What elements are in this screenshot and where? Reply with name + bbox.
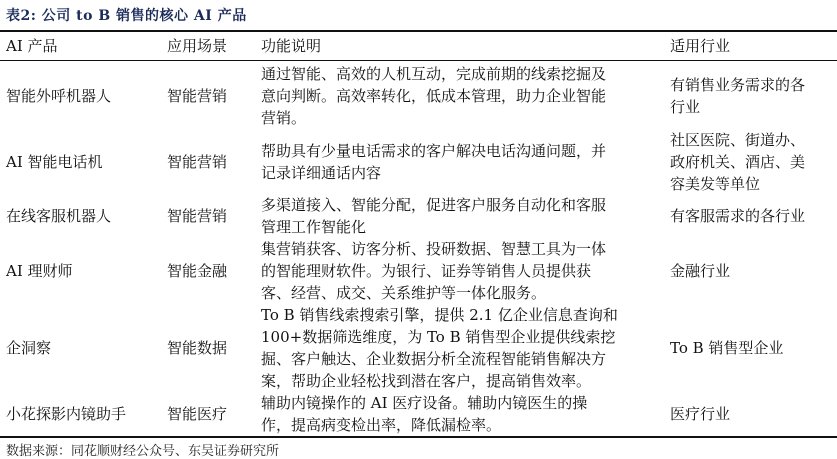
header-scene: 应用场景 xyxy=(167,37,228,55)
table-title: 表2: 公司 to B 销售的核心 AI 产品 xyxy=(6,8,247,24)
cell-scene: 智能数据 xyxy=(167,339,228,357)
cell-scene: 智能医疗 xyxy=(167,405,228,423)
table-row xyxy=(0,392,837,436)
table-header-rule xyxy=(0,60,837,61)
header-industry: 适用行业 xyxy=(670,37,731,55)
cell-description: 多渠道接入、智能分配，促进客户服务自动化和客服 管理工作智能化 xyxy=(261,195,607,236)
header-product: AI 产品 xyxy=(6,37,58,55)
cell-scene: 智能营销 xyxy=(167,87,228,105)
cell-product: 小花探影内镜助手 xyxy=(6,405,127,423)
table-row xyxy=(0,62,837,130)
cell-scene: 智能营销 xyxy=(167,152,228,171)
table-row xyxy=(0,238,837,304)
cell-description: 帮助具有少量电话需求的客户解决电话沟通问题，并 记录详细通话内容 xyxy=(261,141,607,182)
cell-product: 在线客服机器人 xyxy=(6,206,112,225)
cell-description: 通过智能、高效的人机互动，完成前期的线索挖掘及 意向判断。高效率转化，低成本管理，助力企业智能 营销。 xyxy=(261,65,607,127)
cell-industry: 医疗行业 xyxy=(670,405,731,423)
cell-industry: 有销售业务需求的各 行业 xyxy=(670,76,806,116)
table-bottom-rule xyxy=(0,436,837,438)
cell-product: 智能外呼机器人 xyxy=(6,87,112,105)
cell-product: AI 智能电话机 xyxy=(6,152,103,171)
cell-industry: 金融行业 xyxy=(670,262,731,280)
table-header-row xyxy=(0,32,837,60)
cell-scene: 智能营销 xyxy=(167,206,228,225)
cell-industry: 社区医院、街道办、 政府机关、酒店、美 容美发等单位 xyxy=(670,130,806,193)
cell-description: 辅助内镜操作的 AI 医疗设备。辅助内镜医生的操 作，提高病变检出率，降低漏检率。 xyxy=(261,394,588,434)
cell-industry: To B 销售型企业 xyxy=(670,339,784,357)
table-row xyxy=(0,193,837,238)
table-row xyxy=(0,130,837,193)
cell-description: 集营销获客、访客分析、投研数据、智慧工具为一体 的智能理财软件。为银行、证券等销售人员提供获 客、经营、成交、关系维护等一体化服务。 xyxy=(261,240,607,302)
cell-product: AI 理财师 xyxy=(6,262,73,280)
header-description: 功能说明 xyxy=(261,37,322,55)
cell-industry: 有客服需求的各行业 xyxy=(670,206,806,225)
cell-scene: 智能金融 xyxy=(167,262,228,280)
cell-product: 企洞察 xyxy=(6,339,52,357)
cell-description: To B 销售线索搜索引擎，提供 2.1 亿企业信息查询和 100+数据筛选维度，为 To B 销售型企业提供线索挖 掘、客户触达、企业数据分析全流程智能销售解决方 案，帮助企业轻松找到潜在客户，提高销售效率。 xyxy=(261,306,618,390)
source-note: 数据来源：同花顺财经公众号、东吴证券研究所 xyxy=(6,444,280,459)
table-row xyxy=(0,304,837,392)
